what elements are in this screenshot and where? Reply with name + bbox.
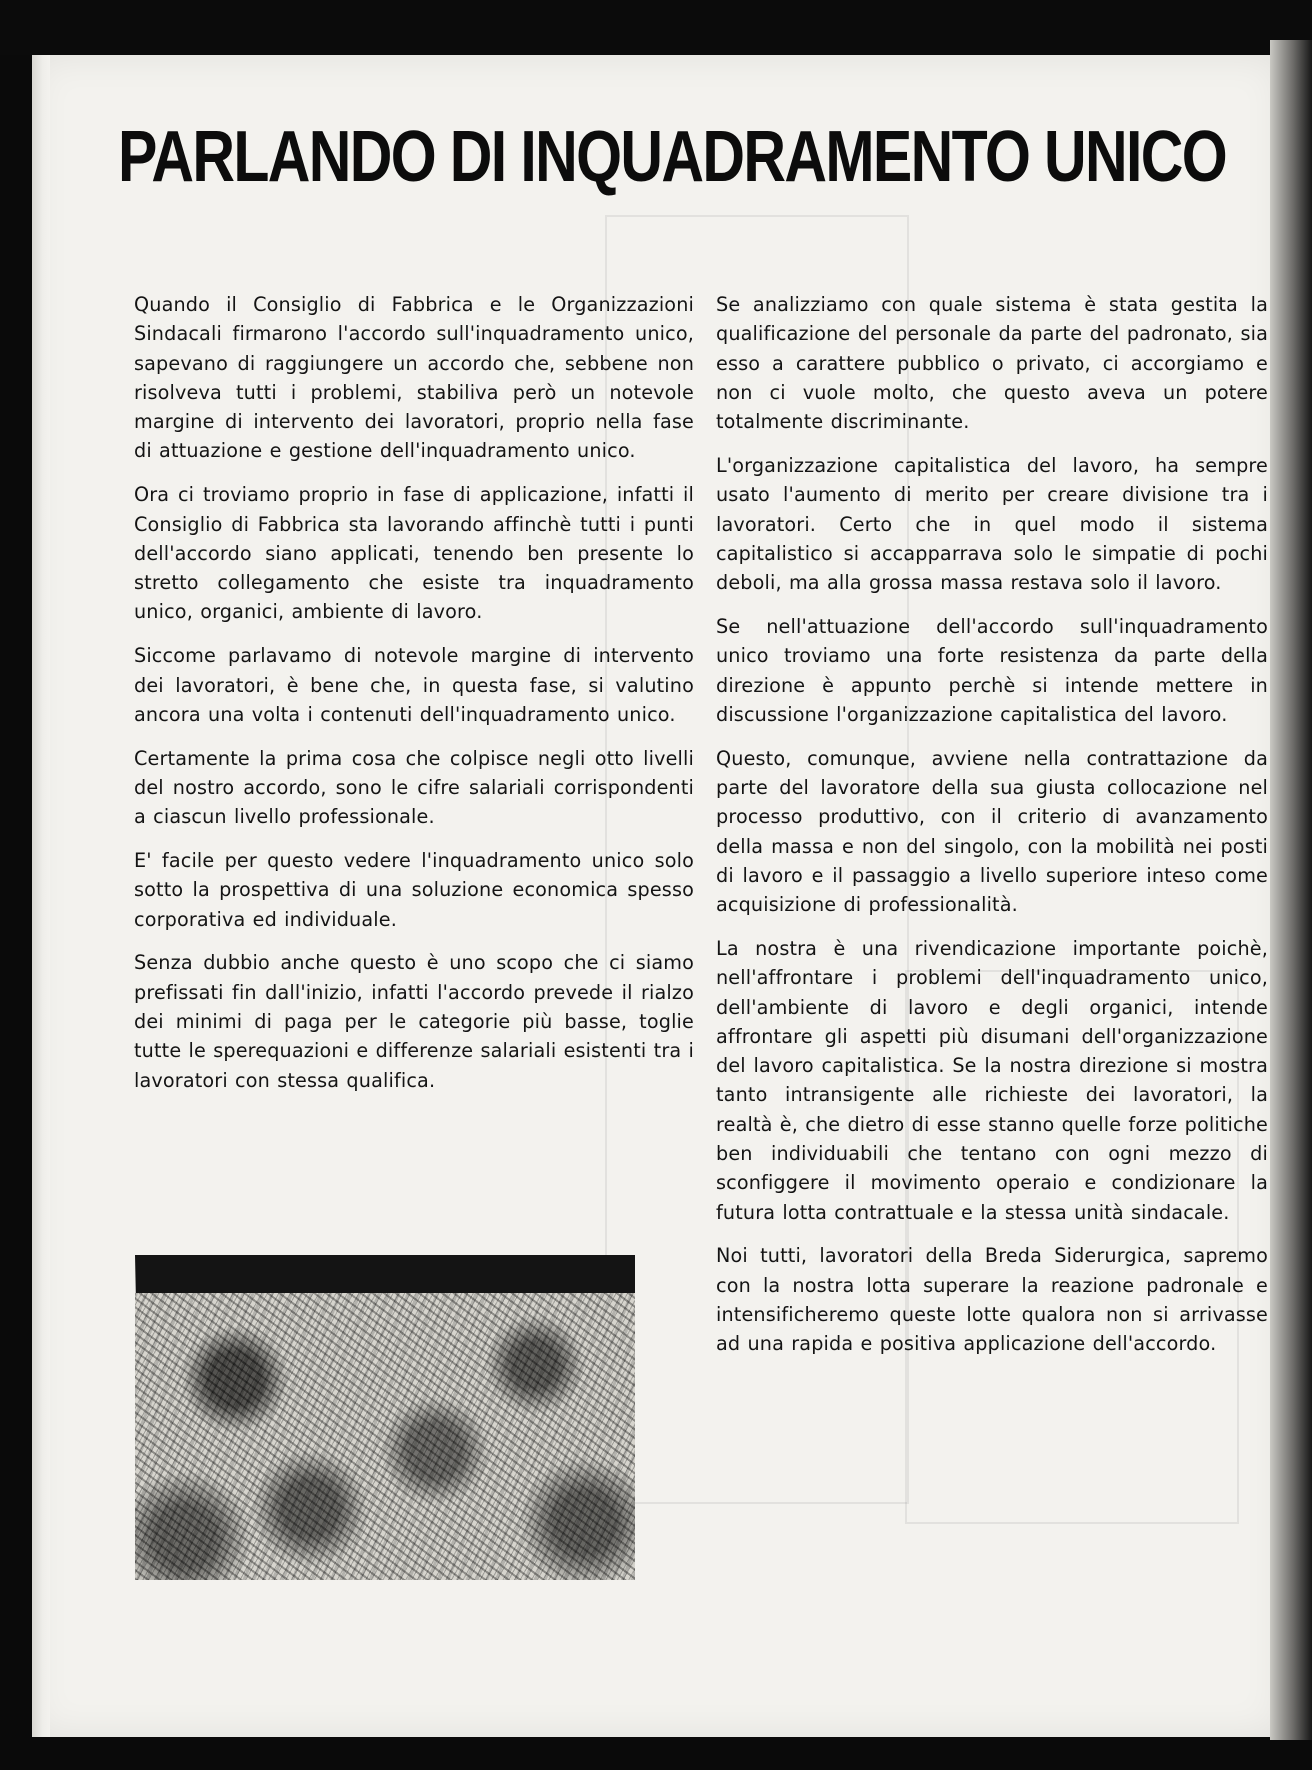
paragraph: Se analizziamo con quale sistema è stata gestita la qualificazione del personale da parte del padronato, sia esso a carattere pubblico o privato, ci accorgiamo e non ci vuole molto, che questo aveva un potere totalmente discriminante.	[716, 293, 1268, 434]
paragraph: Ora ci troviamo proprio in fase di applicazione, infatti il Consiglio di Fabbrica sta lavorando affinchè tutti i punti dell'accordo siano applicati, tenendo ben presente lo stretto collegamento che esiste tra inquadramento unico, organici, ambiente di lavoro.	[134, 483, 694, 624]
scan-corner-mark	[1258, 8, 1298, 38]
article-right-column	[716, 290, 1268, 1373]
article-headline: PARLANDO DI INQUADRAMENTO UNICO	[118, 117, 1227, 197]
paragraph: Questo, comunque, avviene nella contrattazione da parte del lavoratore della sua giusta collocazione nel processo produttivo, con il criterio di avanzamento della massa e non del singolo, con la mobilità nei posti di lavoro e il passaggio a livello superiore inteso come acquisizione di professionalità.	[716, 746, 1268, 917]
scan-border	[0, 0, 1312, 55]
paragraph: L'organizzazione capitalistica del lavoro, ha sempre usato l'aumento di merito per creare divisione tra i lavoratori. Certo che in quel modo il sistema capitalistico si accapparrava solo le simpatie di pochi deboli, ma alla grossa massa restava solo il lavoro.	[716, 453, 1268, 595]
paragraph: Se nell'attuazione dell'accordo sull'inquadramento unico troviamo una forte resistenza da parte della direzione è appunto perchè si intende mettere in discussione l'organizzazione capitalistica del lavoro.	[716, 614, 1268, 726]
photo-halftone	[135, 1293, 635, 1580]
paragraph: La nostra è una rivendicazione importante poichè, nell'affrontare i problemi dell'inquadramento unico, dell'ambiente di lavoro e degli organici, intende affrontare gli aspetti più disumani dell'organizzazione del lavoro capitalistica. Se la nostra direzione si mostra tanto intransigente alle richieste dei lavoratori, la realtà è, che dietro di esse stanno quelle forze politiche ben individuabili che tentano con ogni mezzo di sconfiggere il movimento operaio e condizionare la futura lotta contrattuale e la stessa unità sindacale.	[716, 936, 1268, 1224]
paragraph: Quando il Consiglio di Fabbrica e le Organizzazioni Sindacali firmarono l'accordo sull'inquadramento unico, sapevano di raggiungere un accordo che, sebbene non risolveva tutti i problemi, stabiliva però un notevole margine di intervento dei lavoratori, proprio nella fase di attuazione e gestione dell'inquadramento unico.	[134, 293, 694, 463]
paragraph: Certamente la prima cosa che colpisce negli otto livelli del nostro accordo, sono le cifre salariali corrispondenti a ciascun livello professionale.	[134, 746, 694, 829]
paragraph: E' facile per questo vedere l'inquadramento unico solo sotto la prospettiva di una soluzione economica spesso corporativa ed individuale.	[134, 849, 694, 931]
paragraph: Siccome parlavamo di notevole margine di intervento dei lavoratori, è bene che, in questa fase, si valutino ancora una volta i contenuti dell'inquadramento unico.	[134, 644, 694, 726]
article-photo	[135, 1255, 635, 1580]
page-right-edge	[1270, 40, 1312, 1740]
page-binding-edge	[32, 55, 50, 1737]
paragraph: Noi tutti, lavoratori della Breda Siderurgica, sapremo con la nostra lotta superare la reazione padronale e intensificheremo queste lotte qualora non si arrivasse ad una rapida e positiva applicazione dell'accordo.	[716, 1244, 1268, 1356]
article-left-column	[134, 290, 694, 1109]
paragraph: Senza dubbio anche questo è uno scopo che ci siamo prefissati fin dall'inizio, infatti l'accordo prevede il rialzo dei minimi di paga per le categorie più basse, toglie tutte le sperequazioni e differenze salariali esistenti tra i lavoratori con stessa qualifica.	[134, 951, 694, 1092]
